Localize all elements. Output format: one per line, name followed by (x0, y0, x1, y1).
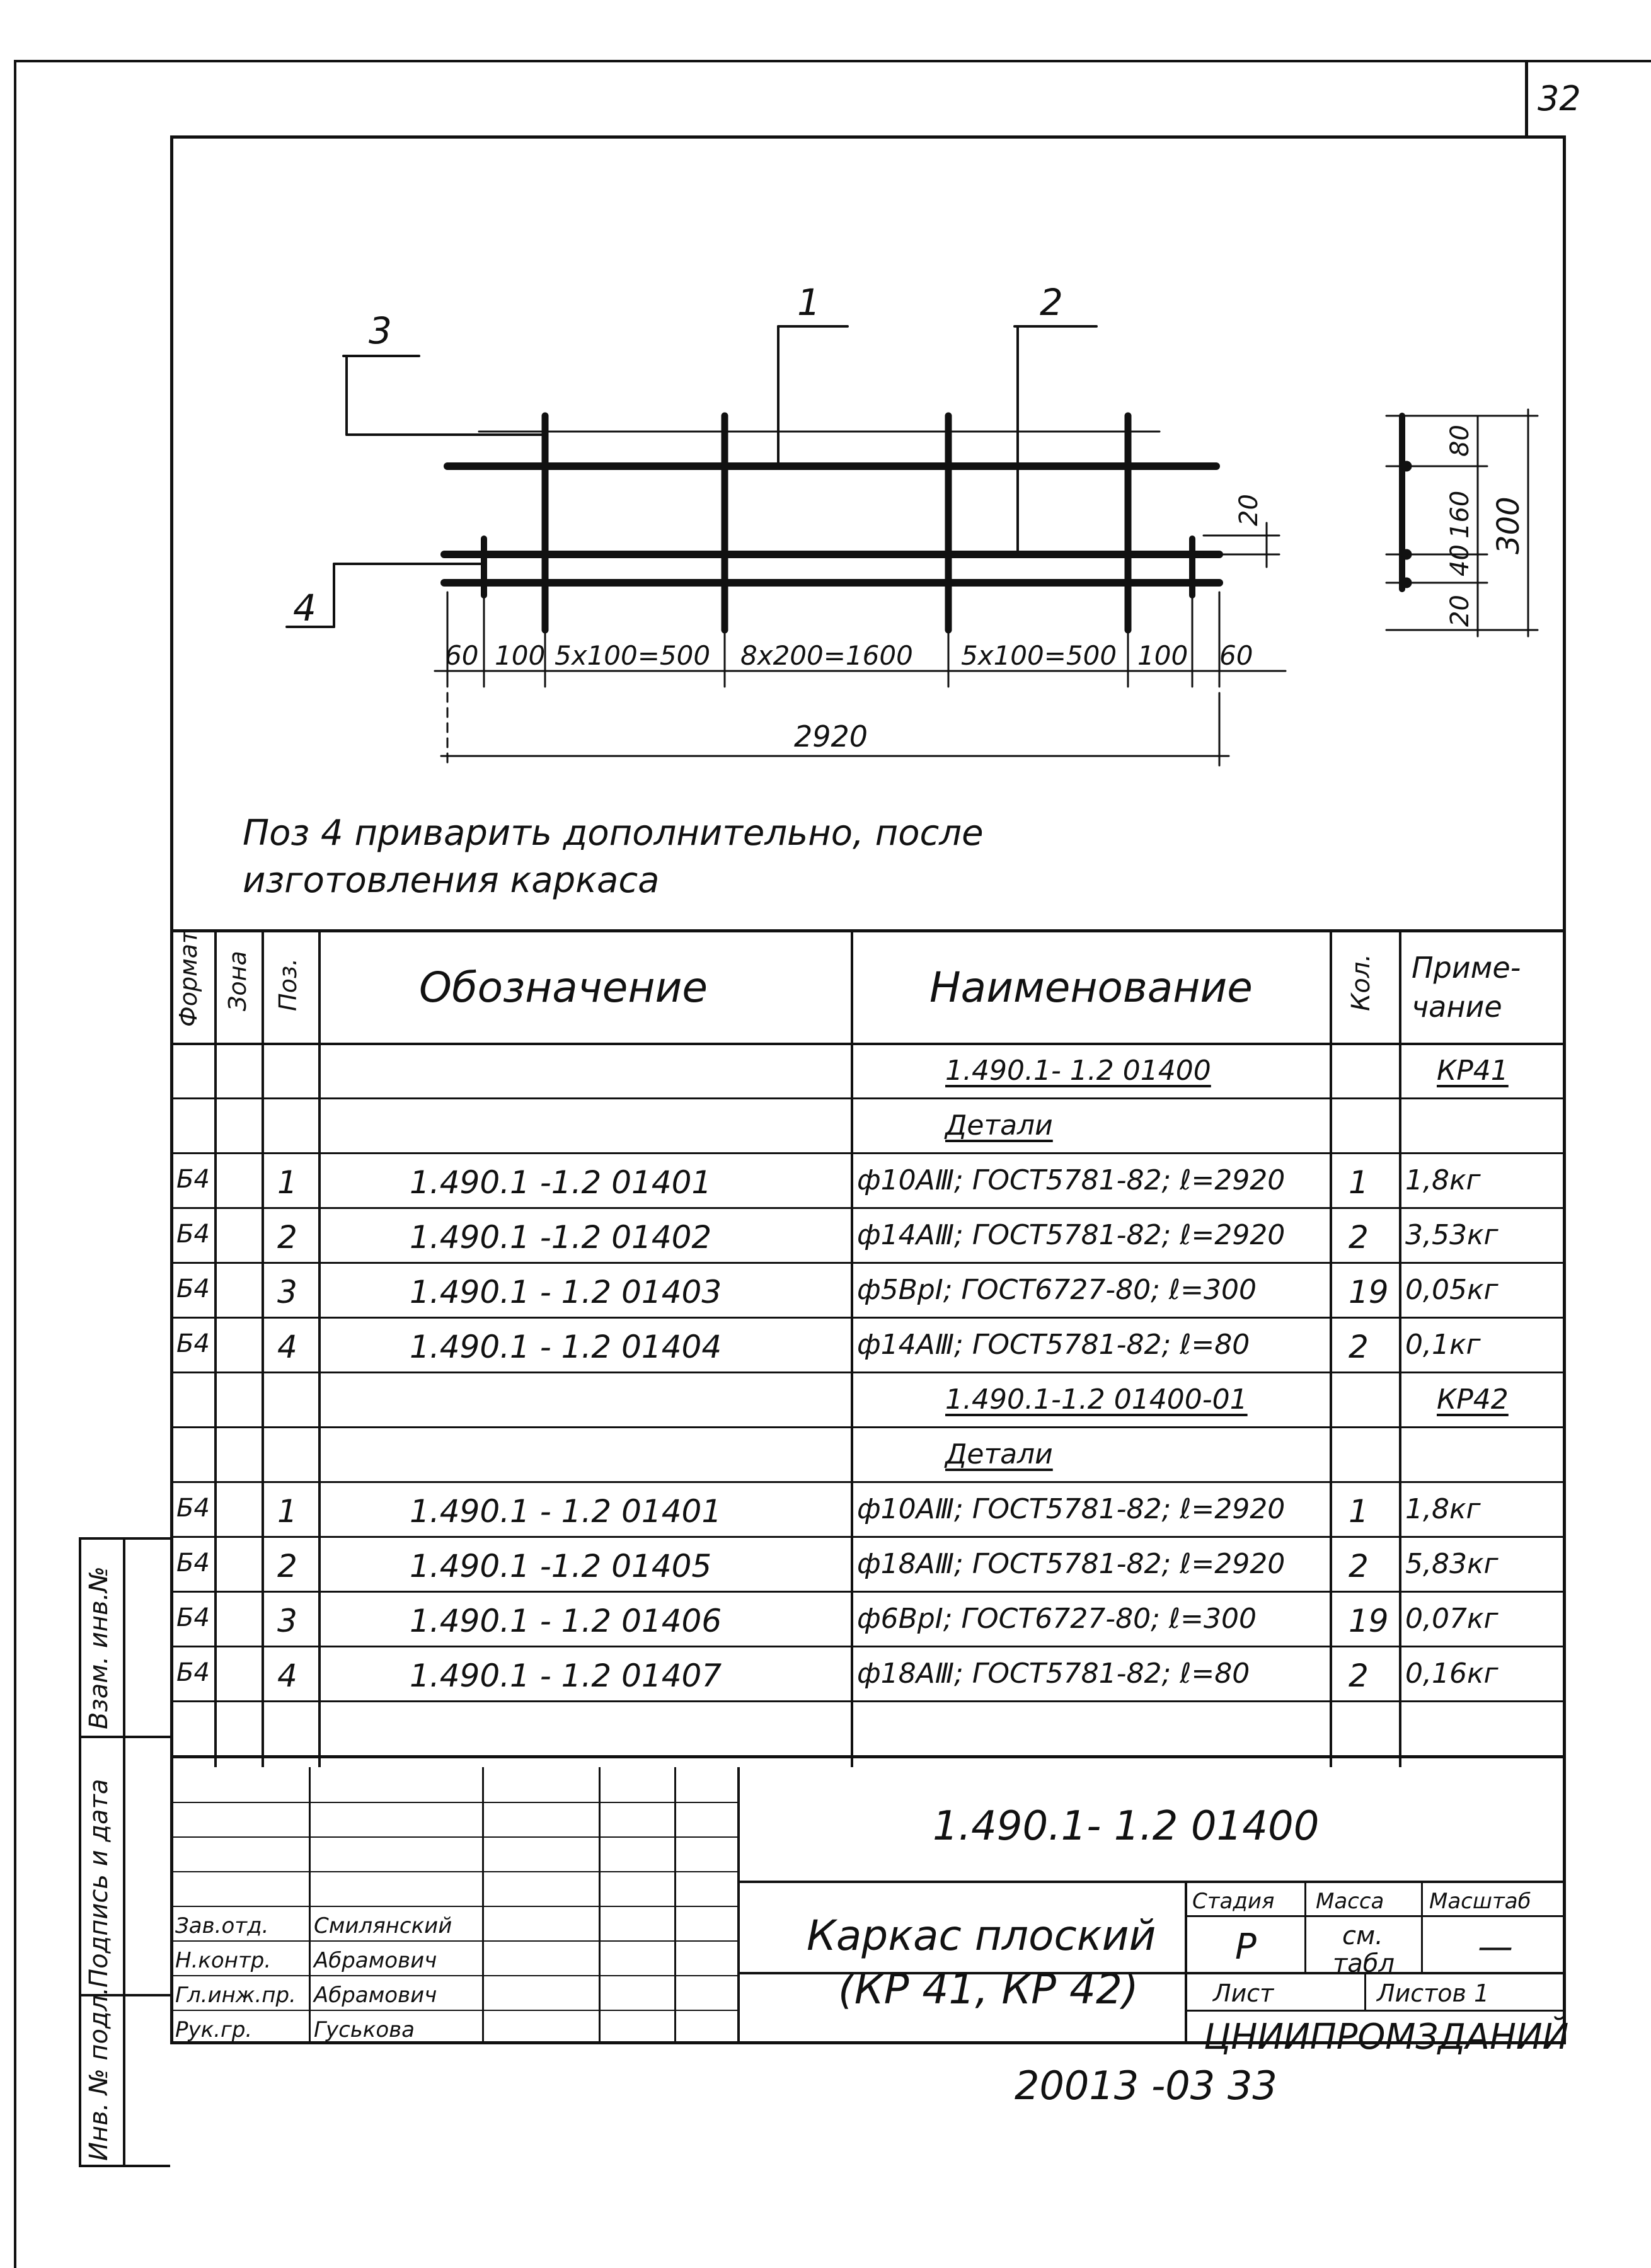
cell-name: ф14АⅢ; ГОСТ5781-82; ℓ=2920 (857, 1219, 1286, 1251)
signer-name: Гуськова (314, 2017, 415, 2042)
sheet-label: Лист (1213, 1979, 1274, 2007)
cell-format: Б4 (176, 1658, 210, 1687)
cell-note: 0,1кг (1405, 1329, 1481, 1361)
cell-designation: 1.490.1 - 1.2 01406 (410, 1603, 722, 1639)
header-note: Приме- чание (1412, 951, 1521, 1024)
spec-table (170, 929, 1566, 1770)
cell-pos: 3 (277, 1603, 297, 1639)
signer-role: Зав.отд. (175, 1913, 269, 1939)
dim-total: 2920 (794, 719, 868, 753)
mass-label: Масса (1316, 1889, 1384, 1914)
cell-qty: 19 (1349, 1274, 1389, 1310)
corner-number: 32 (1538, 79, 1581, 118)
cell-note: 0,07кг (1405, 1603, 1499, 1635)
cell-note: 3,53кг (1405, 1219, 1499, 1251)
mass-value-line2: табл (1333, 1949, 1395, 1978)
cell-designation: 1.490.1 - 1.2 01403 (410, 1274, 722, 1310)
cell-name: 1.490.1-1.2 01400-01 (945, 1383, 1248, 1416)
cell-qty: 1 (1349, 1164, 1369, 1201)
cell-format: Б4 (176, 1494, 210, 1523)
dim-5x100-left: 5x100=500 (555, 640, 711, 671)
cell-note: 5,83кг (1405, 1548, 1499, 1580)
cell-name: Детали (945, 1109, 1053, 1142)
cell-format: Б4 (176, 1274, 210, 1303)
scale-label: Масштаб (1429, 1889, 1531, 1914)
note-line-1: Поз 4 приварить дополнительно, после (243, 813, 984, 854)
cell-name: ф6ВрⅠ; ГОСТ6727-80; ℓ=300 (857, 1603, 1257, 1635)
header-qty: Кол. (1347, 953, 1376, 1011)
cell-pos: 3 (277, 1274, 297, 1310)
cell-pos: 2 (277, 1548, 297, 1584)
signer-role: Н.контр. (175, 1948, 272, 1973)
header-format: Формат (175, 929, 202, 1027)
sheets-label: Листов 1 (1377, 1979, 1490, 2007)
title-doc-code: 1.490.1- 1.2 01400 (933, 1803, 1320, 1850)
side-stamp (79, 1537, 170, 2167)
stamp-vzam: Взам. инв.№ (84, 1566, 113, 1729)
cell-note: 1,8кг (1405, 1164, 1481, 1196)
cage-drawing (0, 0, 1651, 914)
section-dim-160: 160 (1446, 490, 1475, 539)
cell-pos: 1 (277, 1164, 297, 1201)
cell-name: Детали (945, 1438, 1053, 1470)
cell-note: 0,05кг (1405, 1274, 1499, 1306)
stamp-podpis: Подпись и дата (84, 1778, 113, 1988)
signer-name: Абрамович (314, 1983, 437, 2008)
cell-qty: 2 (1349, 1329, 1369, 1365)
cell-note: КР41 (1437, 1055, 1509, 1087)
cell-qty: 2 (1349, 1658, 1369, 1694)
cell-name: ф18АⅢ; ГОСТ5781-82; ℓ=80 (857, 1658, 1250, 1690)
dim-60-left: 60 (445, 640, 479, 671)
cell-name: ф14АⅢ; ГОСТ5781-82; ℓ=80 (857, 1329, 1250, 1361)
callout-4: 4 (293, 587, 316, 629)
cell-designation: 1.490.1 -1.2 01405 (410, 1548, 712, 1584)
mass-value-line1: см. (1342, 1922, 1383, 1950)
header-name: Наименование (929, 963, 1253, 1012)
signer-name: Абрамович (314, 1948, 437, 1973)
cell-format: Б4 (176, 1329, 210, 1358)
cell-pos: 4 (277, 1658, 297, 1694)
org-name: ЦНИИПРОМЗДАНИЙ (1204, 2017, 1569, 2058)
title-name-line1: Каркас плоский (807, 1911, 1156, 1960)
cell-note: КР42 (1437, 1383, 1509, 1416)
cell-designation: 1.490.1 - 1.2 01407 (410, 1658, 722, 1694)
header-pos: Поз. (274, 958, 302, 1011)
stamp-inv-podl: Инв. № подл. (84, 1987, 113, 2161)
cell-format: Б4 (176, 1220, 210, 1249)
title-block (170, 1767, 1569, 2058)
header-designation: Обозначение (419, 963, 708, 1012)
scale-value: — (1478, 1927, 1513, 1967)
title-name-line2: (КР 41, КР 42) (838, 1965, 1139, 2013)
callout-1: 1 (797, 281, 820, 324)
section-dim-20: 20 (1446, 595, 1475, 627)
dim-100-right: 100 (1137, 640, 1188, 671)
cell-name: 1.490.1- 1.2 01400 (945, 1055, 1211, 1087)
cell-pos: 1 (277, 1493, 297, 1530)
section-dim-300: 300 (1491, 496, 1526, 554)
signer-role: Рук.гр. (175, 2017, 253, 2042)
dim-60-right: 60 (1219, 640, 1253, 671)
callout-3: 3 (369, 309, 392, 352)
dim-8x200: 8x200=1600 (740, 640, 913, 671)
cell-name: ф5ВрⅠ; ГОСТ6727-80; ℓ=300 (857, 1274, 1257, 1306)
stage-label: Стадия (1192, 1889, 1275, 1914)
dim-100-left: 100 (495, 640, 546, 671)
cell-designation: 1.490.1 -1.2 01401 (410, 1164, 712, 1201)
section-dim-80: 80 (1446, 425, 1475, 457)
cell-pos: 2 (277, 1219, 297, 1256)
cell-name: ф10АⅢ; ГОСТ5781-82; ℓ=2920 (857, 1164, 1286, 1196)
cell-qty: 2 (1349, 1548, 1369, 1584)
cell-qty: 1 (1349, 1493, 1369, 1530)
dim-gap-20: 20 (1234, 494, 1263, 526)
cell-designation: 1.490.1 -1.2 01402 (410, 1219, 712, 1256)
cell-name: ф18АⅢ; ГОСТ5781-82; ℓ=2920 (857, 1548, 1286, 1580)
signer-name: Смилянский (314, 1913, 452, 1939)
cell-qty: 2 (1349, 1219, 1369, 1256)
note-line-2: изготовления каркаса (243, 860, 660, 901)
cell-format: Б4 (176, 1165, 210, 1194)
cell-pos: 4 (277, 1329, 297, 1365)
callout-2: 2 (1040, 281, 1063, 324)
cell-note: 1,8кг (1405, 1493, 1481, 1525)
stage-value: Р (1235, 1927, 1257, 1967)
header-zone: Зона (224, 951, 251, 1011)
section-dim-40: 40 (1446, 544, 1475, 576)
cell-format: Б4 (176, 1603, 210, 1632)
cell-qty: 19 (1349, 1603, 1389, 1639)
cell-note: 0,16кг (1405, 1658, 1499, 1690)
cell-designation: 1.490.1 - 1.2 01404 (410, 1329, 722, 1365)
footer-code: 20013 -03 33 (1015, 2063, 1277, 2109)
dim-5x100-right: 5x100=500 (961, 640, 1117, 671)
cell-name: ф10АⅢ; ГОСТ5781-82; ℓ=2920 (857, 1493, 1286, 1525)
cell-designation: 1.490.1 - 1.2 01401 (410, 1493, 722, 1530)
cell-format: Б4 (176, 1549, 210, 1578)
signer-role: Гл.инж.пр. (175, 1983, 296, 2008)
